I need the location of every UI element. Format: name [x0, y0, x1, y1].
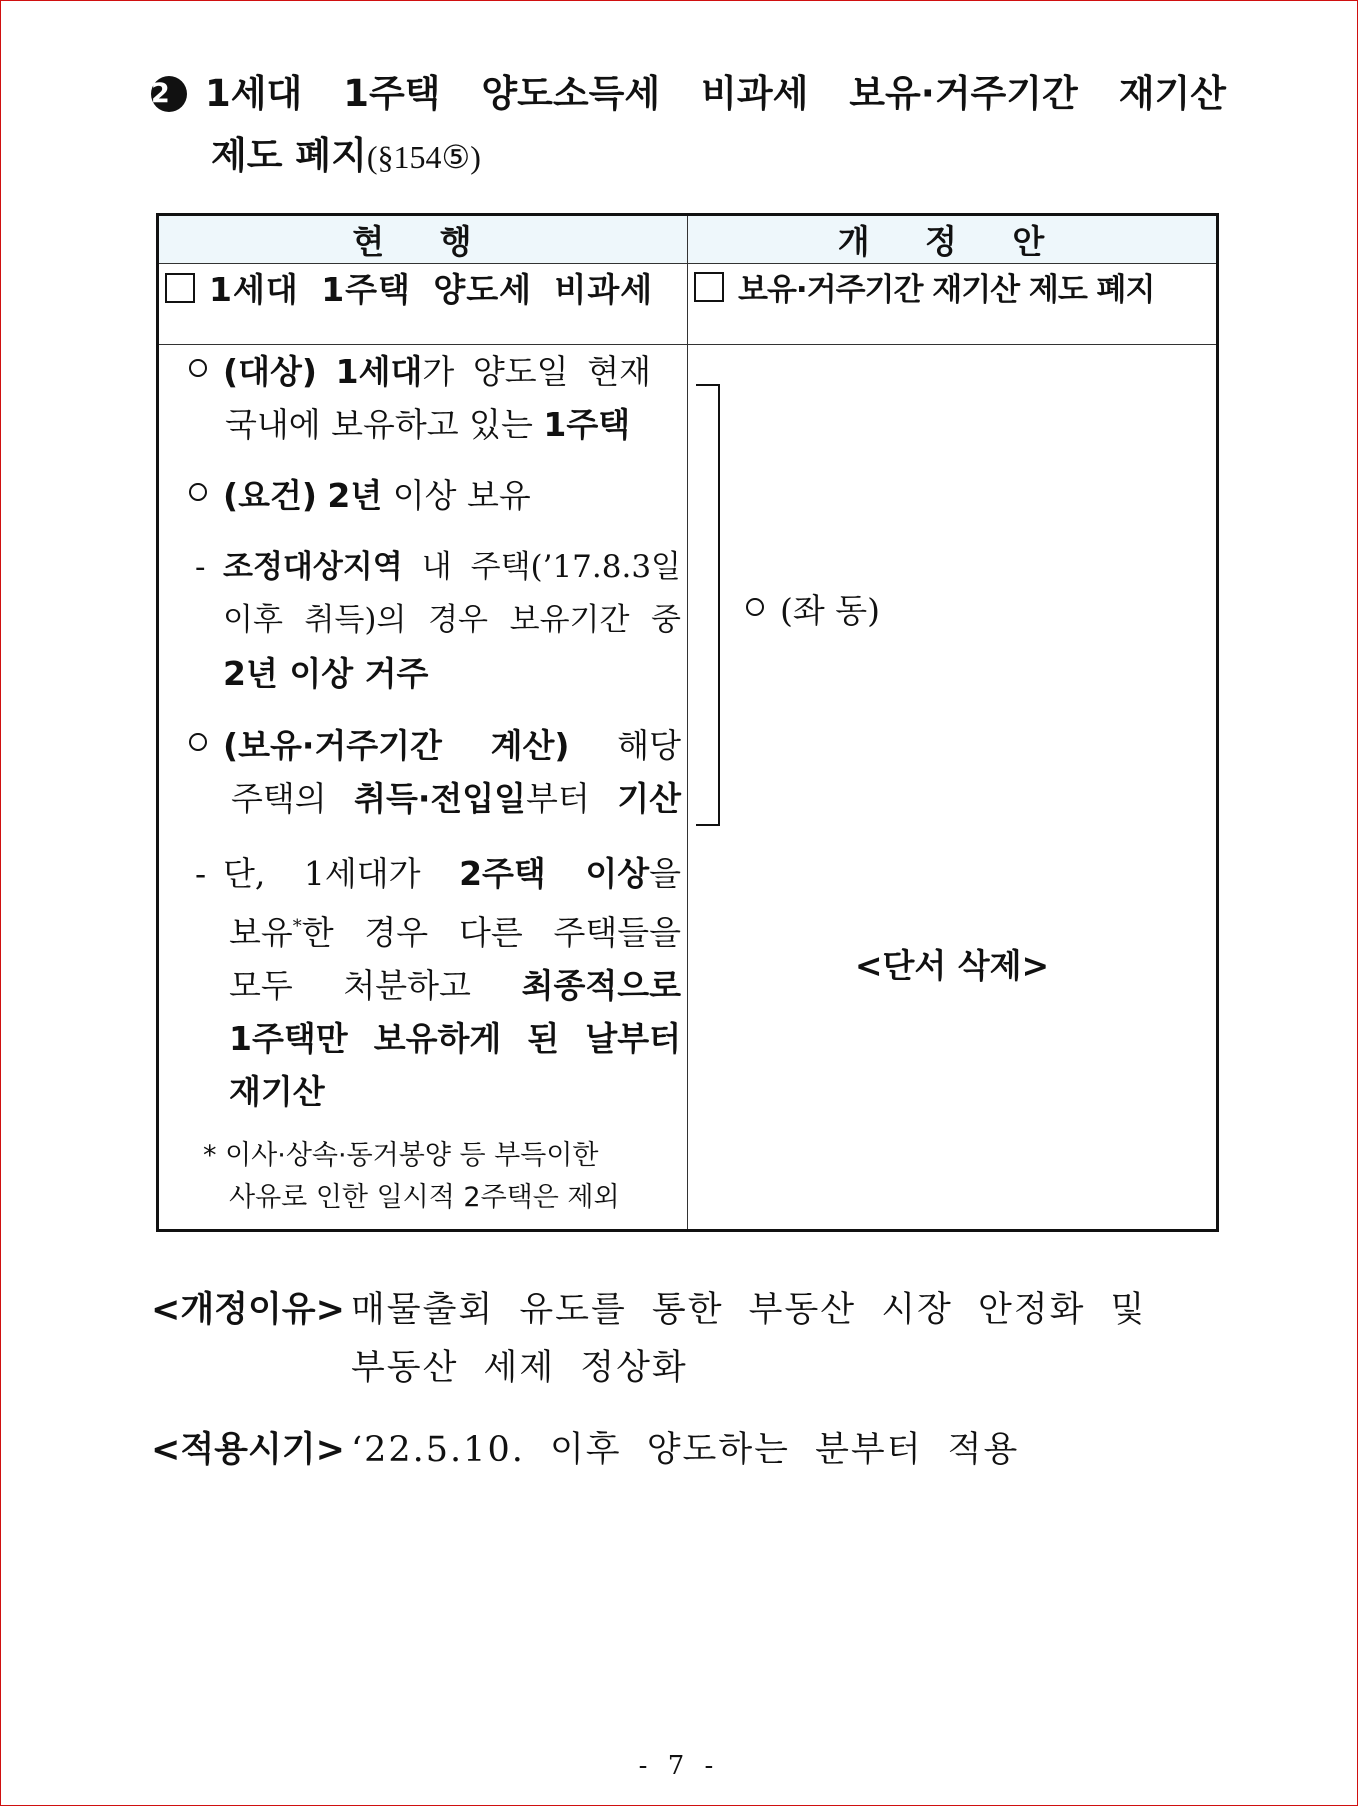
revised-title-cell — [688, 264, 1218, 345]
heading-line-1 — [151, 63, 1226, 125]
effective-text: ‘22.5.10. 이후 양도하는 분부터 적용 — [351, 1430, 1020, 1470]
section-heading — [151, 63, 1226, 188]
reason-label: <개정이유> — [151, 1290, 345, 1330]
exception-text-3: 보유 — [229, 913, 293, 952]
footnote-line-1: * 이사·상속·동거봉양 등 부득이한 — [203, 1140, 599, 1171]
column-header-current: 현 행 — [158, 215, 688, 264]
exception-bold-2: 최종적으로 — [521, 966, 681, 1005]
requirement-text: 이상 보유 — [392, 476, 531, 515]
heading-number-badge: 2 — [151, 76, 187, 112]
circle-bullet-icon — [189, 359, 207, 377]
heading-line-2 — [151, 125, 1226, 188]
current-title: 1세대 1주택 양도세 비과세 — [209, 270, 654, 309]
footnote — [203, 1135, 667, 1219]
calc-text-3: 부터 — [526, 779, 590, 818]
exception-text-5: 모두 처분하고 — [229, 966, 471, 1005]
target-text-2: 국내에 보유하고 있는 — [225, 405, 533, 444]
exception-bold-3: 1주택만 보유하게 된 날부터 — [229, 1019, 681, 1058]
table-header-row — [158, 215, 1218, 264]
target-bold: 1세대 — [335, 352, 423, 391]
same-text: (좌 동) — [780, 591, 880, 630]
proviso-deleted: <단서 삭제> — [854, 946, 1050, 985]
adjust-bold: 조정대상지역 — [223, 549, 403, 585]
item-requirement — [189, 469, 681, 522]
effective-label: <적용시기> — [151, 1430, 345, 1470]
item-target — [189, 345, 681, 451]
adjust-bold-2: 2년 이상 거주 — [223, 654, 429, 693]
exception-bold-4: 재기산 — [229, 1072, 325, 1111]
bracket-line — [696, 384, 720, 826]
table-body-row — [158, 345, 1218, 1231]
item-exception: - 단, 1세대가 2주택 이상을 보유*한 경우 다른 주택들을 모두 처분하고 최종적으로 1주택만 보유하게 된 날부터 재기산 — [195, 854, 681, 1111]
target-text: 가 양도일 현재 — [422, 352, 651, 391]
circle-bullet-icon — [189, 483, 207, 501]
calc-label: (보유·거주기간 계산) — [223, 726, 570, 765]
revised-title: 보유·거주기간 재기산 제도 폐지 — [738, 272, 1155, 308]
item-adjust-area: - 조정대상지역 내 주택(’17.8.3일 이후 취득)의 경우 보유기간 중 2년 이상 거주 — [195, 549, 682, 693]
checkbox-square-icon — [694, 272, 724, 302]
same-as-left — [746, 585, 880, 632]
effective-date — [151, 1421, 1019, 1479]
calc-text: 해당 — [617, 726, 681, 765]
requirement-bold: 2년 — [327, 476, 383, 515]
footnote-star: * — [292, 916, 302, 937]
target-label: (대상) — [223, 352, 317, 391]
adjust-text-2: 이후 취득)의 경우 보유기간 중 — [223, 602, 681, 638]
adjust-text: 내 주택(’17.8.3일 — [421, 549, 682, 585]
current-body-cell — [158, 345, 688, 1231]
target-bold-2: 1주택 — [543, 405, 631, 444]
calc-text-2: 주택의 — [231, 779, 327, 818]
reason-text: 매물출회 유도를 통한 부동산 시장 안정화 및 — [351, 1290, 1147, 1330]
requirement-label: (요건) — [223, 476, 317, 515]
heading-section-ref: (§154⑤) — [366, 139, 481, 175]
exception-text: 단, 1세대가 — [223, 854, 421, 893]
heading-title-text-2: 제도 폐지 — [211, 134, 367, 177]
calc-bold: 취득·전입일 — [354, 779, 527, 818]
current-title-cell — [158, 264, 688, 345]
exception-text-2: 을 — [649, 854, 681, 893]
column-header-revised: 개 정 안 — [688, 215, 1218, 264]
exception-bold: 2주택 이상 — [459, 854, 650, 893]
amendment-reason — [151, 1281, 1146, 1397]
checkbox-square-icon — [165, 273, 195, 303]
table-title-row — [158, 264, 1218, 345]
revised-body-cell — [688, 345, 1218, 1231]
heading-title-text: 1세대 1주택 양도소득세 비과세 보유·거주기간 재기산 — [205, 72, 1226, 115]
reason-text-2: 부동산 세제 정상화 — [351, 1348, 688, 1388]
item-period-calc — [189, 719, 681, 825]
circle-bullet-icon — [189, 733, 207, 751]
footnote-line-2: 사유로 인한 일시적 2주택은 제외 — [229, 1182, 620, 1213]
calc-bold-2: 기산 — [617, 779, 681, 818]
comparison-table — [156, 213, 1219, 1232]
page-number: - 7 - — [638, 1751, 720, 1781]
exception-text-4: 한 경우 다른 주택들을 — [301, 913, 681, 952]
circle-bullet-icon — [746, 598, 764, 616]
